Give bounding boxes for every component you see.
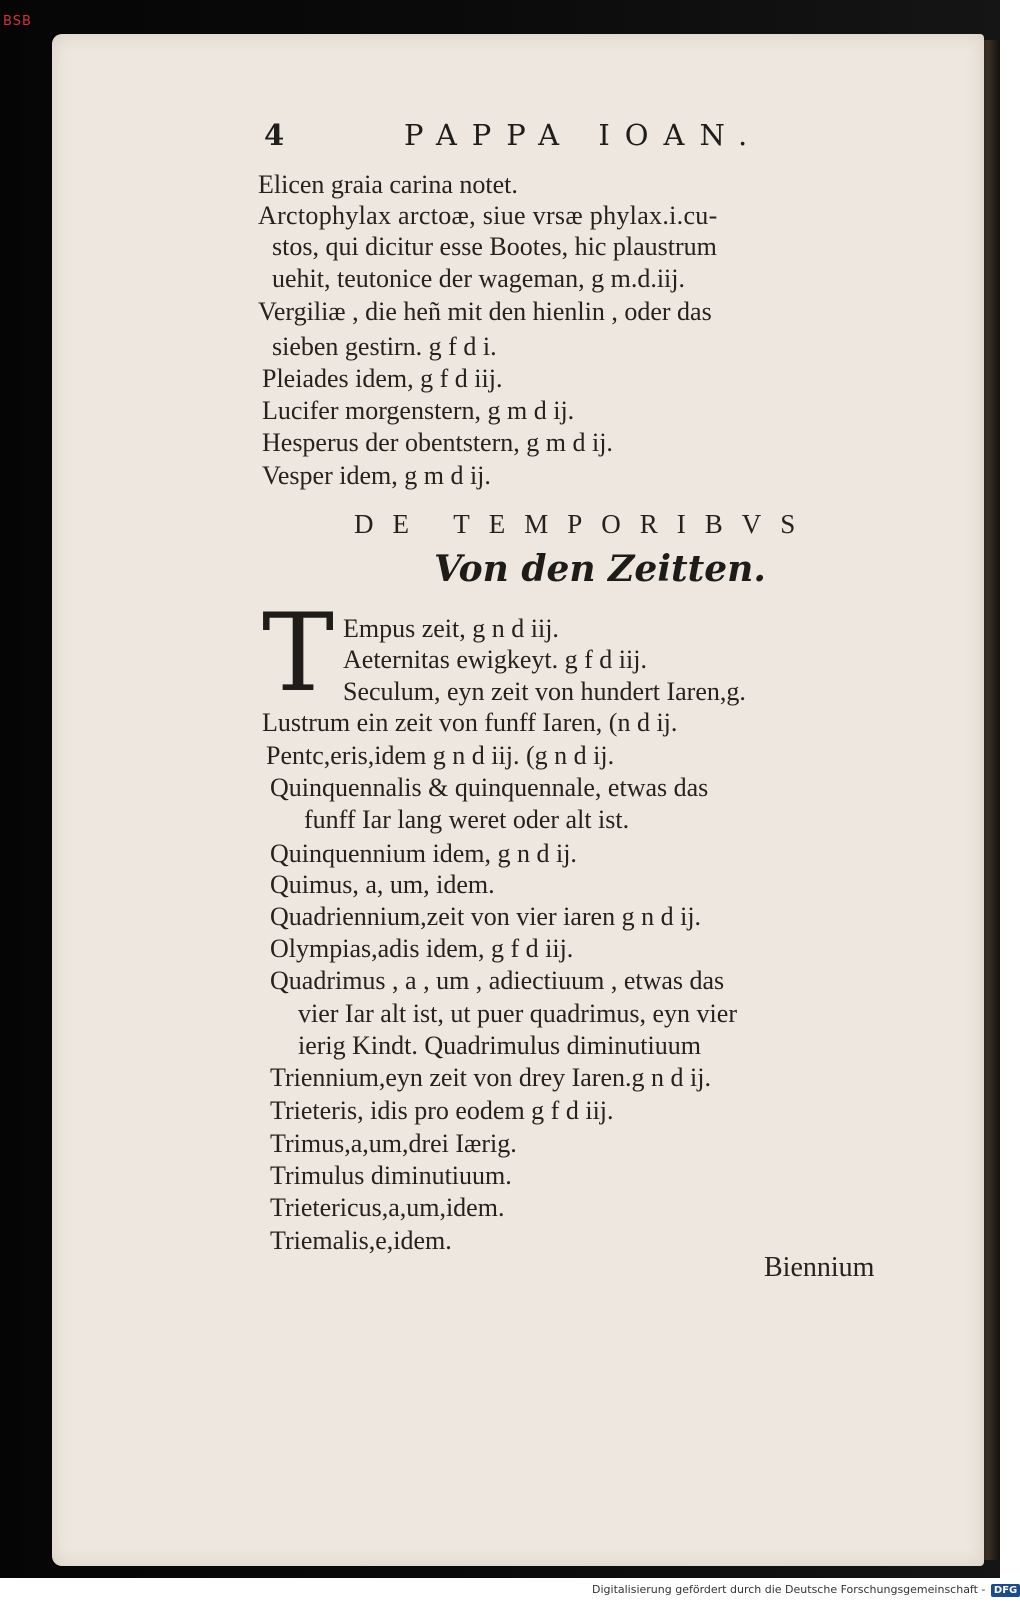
text-line: stos, qui dicitur esse Bootes, hic plaustrum bbox=[272, 232, 717, 261]
text-line: Quadriennium,zeit von vier iaren g n d ij. bbox=[270, 902, 702, 931]
digitization-credit bbox=[592, 1583, 1020, 1597]
section-subheading: Von den Zeitten. bbox=[434, 548, 766, 590]
text-line: Vergiliæ , die heñ mit den hienlin , oder das bbox=[258, 297, 712, 326]
text-line: Quadrimus , a , um , adiectiuum , etwas das bbox=[270, 966, 725, 995]
text-line: Olympias,adis idem, g f d iij. bbox=[270, 934, 574, 963]
text-line: Trieteris, idis pro eodem g f d iij. bbox=[270, 1096, 614, 1125]
library-mark: BSB bbox=[3, 14, 32, 29]
drop-cap: T bbox=[262, 591, 335, 716]
text-line: Trietericus,a,um,idem. bbox=[270, 1193, 505, 1222]
text-line: Quinquennium idem, g n d ij. bbox=[270, 839, 577, 868]
text-line: Quimus, a, um, idem. bbox=[270, 870, 495, 899]
text-line: Trimus,a,um,drei Iærig. bbox=[270, 1129, 517, 1158]
text-line: Vesper idem, g m d ij. bbox=[262, 461, 491, 490]
text-line: sieben gestirn. g f d i. bbox=[272, 332, 497, 361]
text-line: uehit, teutonice der wageman, g m.d.iij. bbox=[272, 264, 685, 293]
text-line: Lucifer morgenstern, g m d ij. bbox=[262, 396, 575, 425]
catchword: Biennium bbox=[764, 1252, 875, 1283]
text-line: Seculum, eyn zeit von hundert Iaren,g. bbox=[343, 677, 746, 706]
text-line: Pleiades idem, g f d iij. bbox=[262, 364, 503, 393]
text-line: Trimulus diminutiuum. bbox=[270, 1161, 512, 1190]
text-line: Quinquennalis & quinquennale, etwas das bbox=[270, 773, 709, 802]
text-line: Pentc,eris,idem g n d iij. (g n d ij. bbox=[266, 741, 615, 770]
text-line: Arctophylax arctoæ, siue vrsæ phylax.i.cu- bbox=[258, 201, 718, 230]
running-head: PAPPA IOAN. bbox=[404, 118, 763, 152]
credit-text: Digitalisierung gefördert durch die Deutsche Forschungsgemeinschaft - bbox=[592, 1583, 986, 1596]
text-line: funff Iar lang weret oder alt ist. bbox=[304, 805, 630, 834]
text-line: Lustrum ein zeit von funff Iaren, (n d ij. bbox=[262, 708, 678, 737]
text-line: vier Iar alt ist, ut puer quadrimus, eyn vier bbox=[298, 999, 737, 1028]
text-line: Hesperus der obentstern, g m d ij. bbox=[262, 428, 613, 457]
section-heading: DE TEMPORIBVS bbox=[354, 509, 815, 539]
text-line: Triemalis,e,idem. bbox=[270, 1226, 452, 1255]
page-number: 4 bbox=[264, 118, 285, 152]
text-line: ierig Kindt. Quadrimulus diminutiuum bbox=[298, 1031, 701, 1060]
text-line: Triennium,eyn zeit von drey Iaren.g n d ij. bbox=[270, 1063, 711, 1092]
text-line: Aeternitas ewigkeyt. g f d iij. bbox=[343, 645, 647, 674]
text-line: Empus zeit, g n d iij. bbox=[343, 614, 559, 643]
dfg-logo: DFG bbox=[991, 1584, 1020, 1597]
text-line: Elicen graia carina notet. bbox=[258, 170, 518, 199]
